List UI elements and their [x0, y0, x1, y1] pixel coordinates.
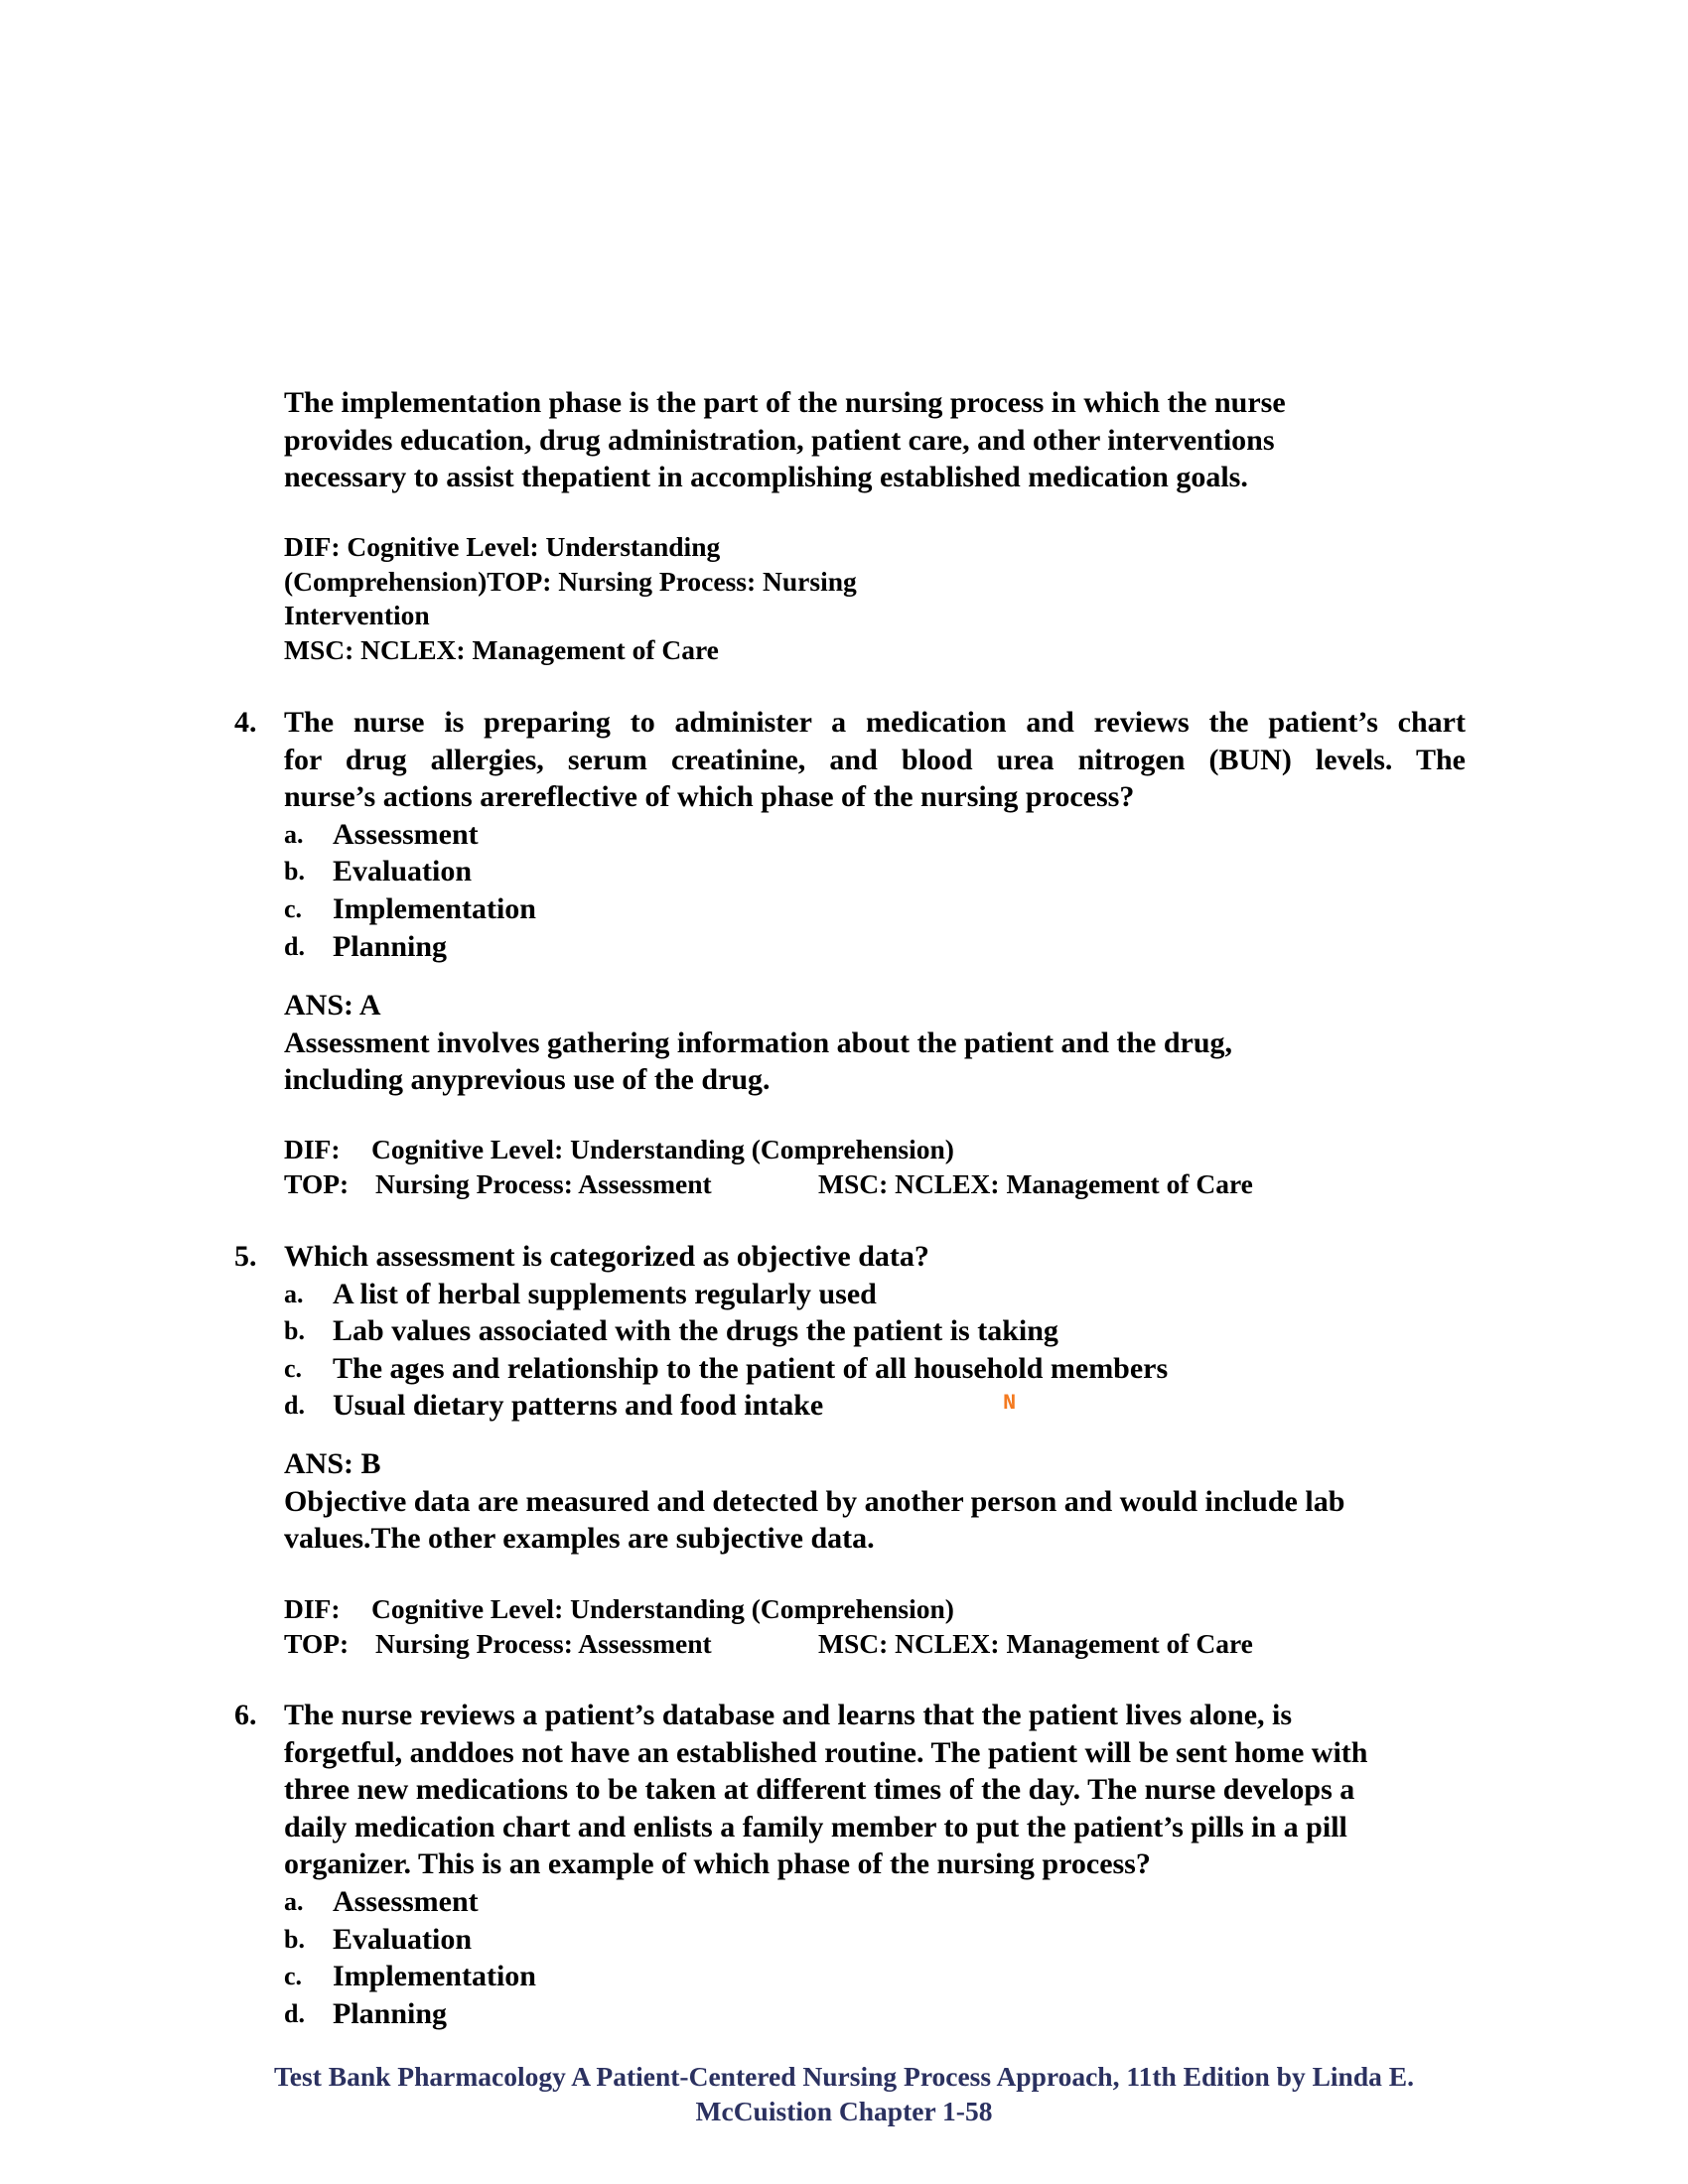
answer-key: ANS: A — [284, 989, 381, 1022]
rationale-line: including anyprevious use of the drug. — [284, 1063, 771, 1097]
footer-line: McCuistion Chapter 1-58 — [695, 2095, 993, 2126]
footer — [0, 2060, 1688, 2128]
answer-block — [284, 1445, 1466, 1558]
option-letter: a. — [284, 1886, 304, 1916]
meta-line: MSC: NCLEX: Management of Care — [284, 634, 719, 666]
option-text: The ages and relationship to the patient of all household members — [333, 1351, 1169, 1385]
text-line: The implementation phase is the part of the nursing process in which the nurse — [284, 386, 1286, 419]
question-text-line: for drug allergies, serum creatinine, and blood urea nitrogen (BUN) levels. The — [284, 743, 1466, 776]
answer-key: ANS: B — [284, 1447, 381, 1480]
answer-option — [284, 1921, 1466, 1959]
option-text: A list of herbal supplements regularly used — [333, 1277, 877, 1310]
dif-label: DIF: — [284, 1593, 341, 1624]
option-letter: d. — [284, 931, 305, 961]
option-letter: d. — [284, 1391, 305, 1421]
dif-label: DIF: — [284, 1134, 341, 1164]
rationale-line: Objective data are measured and detected by another person and would include lab — [284, 1484, 1345, 1518]
dif-value: Cognitive Level: Understanding (Comprehension) — [371, 1593, 954, 1624]
question-text-line: The nurse is preparing to administer a medication and reviews the patient’s chart — [284, 706, 1466, 739]
footer-line: Test Bank Pharmacology A Patient-Centered Nursing Process Approach, 11th Edition by Linda E. — [273, 2061, 1414, 2092]
top-value: Nursing Process: Assessment — [375, 1627, 712, 1659]
text-line: necessary to assist thepatient in accomplishing established medication goals. — [284, 461, 1248, 494]
answer-option — [284, 890, 1466, 928]
question-text-line: daily medication chart and enlists a family member to put the patient’s pills in a pill — [284, 1810, 1347, 1843]
question-text-line: nurse’s actions arereflective of which phase of the nursing process? — [284, 780, 1135, 814]
option-letter: d. — [284, 1998, 305, 2028]
question-metadata — [284, 1133, 1466, 1201]
answer-option — [284, 1312, 1466, 1350]
dif-line — [284, 1592, 1466, 1627]
question-6 — [234, 1697, 1466, 2032]
answer-option — [284, 816, 1466, 854]
question-number: 6. — [234, 1699, 257, 1731]
option-text: Planning — [333, 929, 448, 963]
question-text-line: Which assessment is categorized as objective data? — [284, 1240, 929, 1273]
option-letter: c. — [284, 1962, 303, 1991]
option-text: Lab values associated with the drugs the patient is taking — [333, 1314, 1058, 1348]
answer-option — [284, 1387, 1466, 1425]
option-text: Implementation — [333, 1960, 536, 1993]
rationale-line: values.The other examples are subjective data. — [284, 1522, 875, 1556]
top-label: TOP: — [284, 1627, 350, 1659]
option-letter: a. — [284, 819, 304, 849]
answer-option — [284, 1995, 1466, 2033]
question-text-line: three new medications to be taken at different times of the day. The nurse develops a — [284, 1773, 1355, 1807]
dif-line — [284, 1133, 1466, 1167]
question-text-line: forgetful, anddoes not have an established routine. The patient will be sent home with — [284, 1735, 1368, 1769]
option-text: Planning — [333, 1996, 448, 2030]
meta-line: Intervention — [284, 600, 430, 631]
top-line — [284, 1167, 1466, 1202]
option-text: Evaluation — [333, 855, 473, 888]
meta-line: DIF: Cognitive Level: Understanding — [284, 531, 721, 562]
question-number: 5. — [234, 1240, 257, 1273]
question-text-line: organizer. This is an example of which phase of the nursing process? — [284, 1847, 1151, 1881]
top-value: Nursing Process: Assessment — [375, 1167, 712, 1199]
answer-option — [284, 1883, 1466, 1921]
top-line — [284, 1627, 1466, 1662]
option-text: Assessment — [333, 1884, 479, 1918]
question-5 — [234, 1238, 1466, 1425]
option-letter: b. — [284, 1924, 305, 1954]
rationale-line: Assessment involves gathering information about the patient and the drug, — [284, 1025, 1233, 1059]
answer-option — [284, 1350, 1466, 1388]
option-letter: c. — [284, 893, 303, 923]
question-4 — [234, 704, 1466, 965]
watermark-logo: N — [1003, 1391, 1017, 1416]
option-text: Usual dietary patterns and food intake — [333, 1389, 824, 1423]
answer-option — [284, 853, 1466, 890]
option-letter: a. — [284, 1279, 304, 1308]
msc-value: MSC: NCLEX: Management of Care — [818, 1627, 1253, 1659]
question-number: 4. — [234, 706, 257, 739]
intro-paragraph — [284, 384, 1466, 496]
option-text: Evaluation — [333, 1922, 473, 1956]
question-text-line: The nurse reviews a patient’s database and learns that the patient lives alone, is — [284, 1699, 1293, 1731]
answer-option — [284, 928, 1466, 966]
intro-metadata — [284, 530, 1466, 668]
text-line: provides education, drug administration, patient care, and other interventions — [284, 423, 1275, 457]
option-text: Assessment — [333, 817, 479, 851]
top-label: TOP: — [284, 1167, 350, 1199]
answer-block — [284, 987, 1466, 1099]
question-metadata — [284, 1592, 1466, 1661]
option-text: Implementation — [333, 891, 536, 925]
option-letter: b. — [284, 857, 305, 887]
meta-line: (Comprehension)TOP: Nursing Process: Nursing — [284, 565, 857, 597]
answer-option — [284, 1276, 1466, 1313]
option-letter: c. — [284, 1353, 303, 1383]
msc-value: MSC: NCLEX: Management of Care — [818, 1167, 1253, 1199]
answer-option — [284, 1958, 1466, 1995]
option-letter: b. — [284, 1316, 305, 1346]
dif-value: Cognitive Level: Understanding (Comprehension) — [371, 1134, 954, 1164]
